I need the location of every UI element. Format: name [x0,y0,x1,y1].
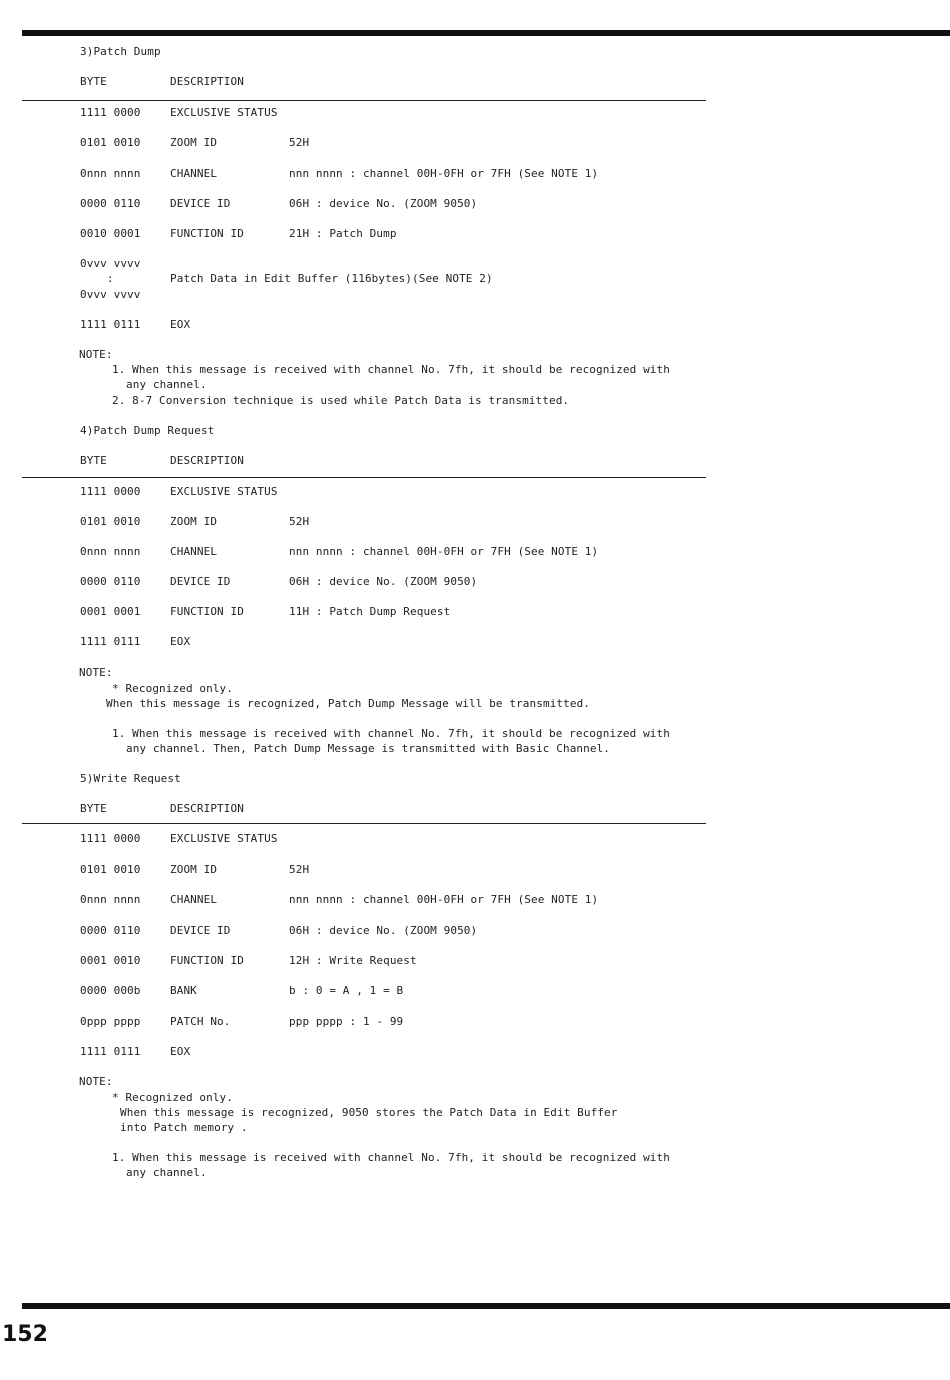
note-line: * Recognized only. [112,1091,234,1104]
field-value: b : 0 = A , 1 = B [289,984,404,997]
section-title: 5)Write Request [80,772,181,785]
column-header-byte: BYTE [80,802,107,815]
byte-value: 0001 0010 [80,954,141,967]
byte-value: 0101 0010 [80,863,141,876]
field-name: FUNCTION ID [170,954,244,967]
field-value: nnn nnnn : channel 00H-0FH or 7FH (See NOTE 1) [289,545,599,558]
field-name: BANK [170,984,197,997]
field-name: CHANNEL [170,893,218,906]
note-line: any channel. Then, Patch Dump Message is transmitted with Basic Channel. [126,742,611,755]
field-name: FUNCTION ID [170,605,244,618]
byte-value: : [80,272,114,285]
field-value: 06H : device No. (ZOOM 9050) [289,575,478,588]
byte-value: 1111 0111 [80,318,141,331]
byte-value: 0ppp pppp [80,1015,141,1028]
field-name: EOX [170,1045,191,1058]
field-value: 11H : Patch Dump Request [289,605,451,618]
field-name: ZOOM ID [170,515,218,528]
field-name: PATCH No. [170,1015,231,1028]
byte-value: 1111 0111 [80,635,141,648]
note-line: When this message is recognized, 9050 stores the Patch Data in Edit Buffer [120,1106,618,1119]
column-header-description: DESCRIPTION [170,802,244,815]
column-header-byte: BYTE [80,75,107,88]
byte-value: 1111 0000 [80,485,141,498]
note-label: NOTE: [79,1075,113,1088]
byte-value: 0101 0010 [80,136,141,149]
note-line: any channel. [126,378,207,391]
page-number: 152 [2,1322,48,1347]
field-name: ZOOM ID [170,863,218,876]
field-name: ZOOM ID [170,136,218,149]
column-header-byte: BYTE [80,454,107,467]
bottom-rule [22,1303,950,1309]
header-divider [22,823,706,824]
byte-value: 0vvv vvvv [80,288,141,301]
byte-value: 1111 0000 [80,832,141,845]
field-name: FUNCTION ID [170,227,244,240]
note-line: 1. When this message is received with channel No. 7fh, it should be recognized with [112,727,670,740]
field-name: DEVICE ID [170,924,231,937]
byte-value: 0101 0010 [80,515,141,528]
note-line: * Recognized only. [112,682,234,695]
byte-value: 0010 0001 [80,227,141,240]
field-value: 12H : Write Request [289,954,417,967]
byte-value: 0001 0001 [80,605,141,618]
note-label: NOTE: [79,666,113,679]
field-value: ppp pppp : 1 - 99 [289,1015,404,1028]
byte-value: 0nnn nnnn [80,893,141,906]
note-label: NOTE: [79,348,113,361]
field-value: 06H : device No. (ZOOM 9050) [289,924,478,937]
top-rule [22,30,950,36]
field-name: CHANNEL [170,545,218,558]
field-value: 52H [289,136,310,149]
field-value: 06H : device No. (ZOOM 9050) [289,197,478,210]
field-name: EXCLUSIVE STATUS [170,106,278,119]
field-value: nnn nnnn : channel 00H-0FH or 7FH (See NOTE 1) [289,167,599,180]
field-name: CHANNEL [170,167,218,180]
column-header-description: DESCRIPTION [170,75,244,88]
field-name: EOX [170,635,191,648]
byte-value: 0000 0110 [80,924,141,937]
byte-value: 0000 000b [80,984,141,997]
note-line: 1. When this message is received with channel No. 7fh, it should be recognized with [112,363,670,376]
field-name: Patch Data in Edit Buffer (116bytes)(See NOTE 2) [170,272,493,285]
section-title: 3)Patch Dump [80,45,161,58]
field-value: nnn nnnn : channel 00H-0FH or 7FH (See NOTE 1) [289,893,599,906]
field-value: 52H [289,515,310,528]
header-divider [22,477,706,478]
section-title: 4)Patch Dump Request [80,424,215,437]
byte-value: 0000 0110 [80,575,141,588]
note-line: 1. When this message is received with channel No. 7fh, it should be recognized with [112,1151,670,1164]
byte-value: 0vvv vvvv [80,257,141,270]
byte-value: 1111 0111 [80,1045,141,1058]
note-line: into Patch memory . [120,1121,248,1134]
byte-value: 0nnn nnnn [80,167,141,180]
header-divider [22,100,706,101]
note-line: any channel. [126,1166,207,1179]
field-value: 52H [289,863,310,876]
field-name: EXCLUSIVE STATUS [170,485,278,498]
note-line: When this message is recognized, Patch Dump Message will be transmitted. [106,697,591,710]
column-header-description: DESCRIPTION [170,454,244,467]
byte-value: 0000 0110 [80,197,141,210]
byte-value: 0nnn nnnn [80,545,141,558]
field-name: DEVICE ID [170,197,231,210]
field-value: 21H : Patch Dump [289,227,397,240]
byte-value: 1111 0000 [80,106,141,119]
note-line: 2. 8-7 Conversion technique is used while Patch Data is transmitted. [112,394,570,407]
field-name: EOX [170,318,191,331]
field-name: DEVICE ID [170,575,231,588]
field-name: EXCLUSIVE STATUS [170,832,278,845]
